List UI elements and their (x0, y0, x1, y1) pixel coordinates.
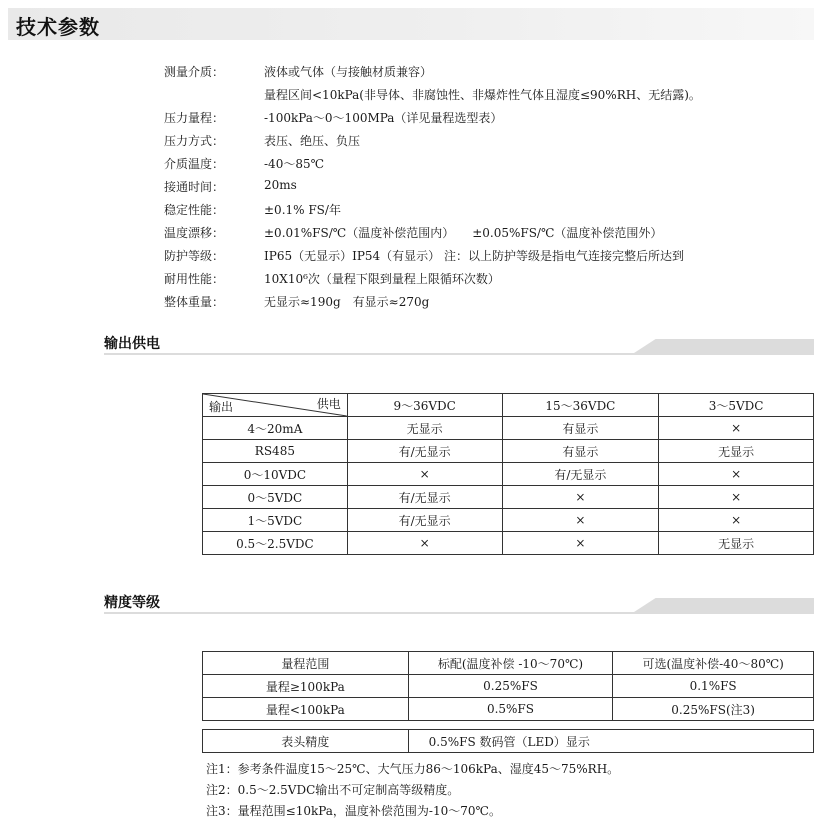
table-cell: × (659, 463, 814, 486)
spec-value: 量程区间<10kPa(非导体、非腐蚀性、非爆炸性气体且湿度≤90%RH、无结露)。 (264, 88, 701, 102)
row-header: 1～5VDC (203, 509, 348, 532)
spec-row (164, 63, 432, 85)
spec-row (164, 155, 324, 177)
table-cell: 0.5%FS (408, 698, 613, 721)
table-cell: 有/无显示 (347, 509, 502, 532)
section-title: 精度等级 (104, 595, 160, 611)
spec-row (164, 132, 360, 154)
table-cell: × (659, 417, 814, 440)
table-row (203, 509, 814, 532)
accuracy-table (202, 651, 814, 721)
column-header: 9～36VDC (347, 394, 502, 417)
table-row (203, 698, 814, 721)
row-header: RS485 (203, 440, 348, 463)
column-header: 标配(温度补偿 -10～70℃) (408, 652, 613, 675)
spec-row (164, 224, 662, 246)
table-cell: × (502, 509, 659, 532)
spec-value: 20ms (264, 178, 297, 192)
table-cell: × (347, 463, 502, 486)
table-cell: × (347, 532, 502, 555)
section-output (104, 333, 814, 353)
section-accuracy (104, 592, 814, 612)
spec-row (164, 293, 429, 315)
row-header: 量程<100kPa (203, 698, 409, 721)
table-cell: 有显示 (502, 417, 659, 440)
spec-label: 压力方式： (164, 134, 225, 148)
table-cell: 无显示 (659, 440, 814, 463)
table-cell: 0.25%FS(注3) (613, 698, 814, 721)
row-header: 0～5VDC (203, 486, 348, 509)
table-cell: 无显示 (659, 532, 814, 555)
table-cell: 无显示 (347, 417, 502, 440)
column-header: 3～5VDC (659, 394, 814, 417)
spec-label: 防护等级： (164, 249, 225, 263)
spec-label: 整体重量： (164, 295, 225, 309)
footnote: 注3：量程范围≤10kPa，温度补偿范围为-10～70℃。 (206, 804, 501, 818)
section-tab (634, 339, 814, 353)
table-cell: 0.5%FS 数码管（LED）显示 (408, 730, 813, 753)
spec-row (164, 178, 297, 200)
table-header-row (203, 394, 814, 417)
spec-value: 无显示≈190g 有显示≈270g (264, 295, 430, 309)
spec-value: 10X10⁶次（量程下限到量程上限循环次数） (264, 272, 500, 286)
table-row (203, 532, 814, 555)
table-cell: 有/无显示 (502, 463, 659, 486)
output-power-table (202, 393, 814, 555)
section-divider (104, 353, 814, 355)
footnote: 注2：0.5～2.5VDC输出不可定制高等级精度。 (206, 783, 460, 797)
corner-label-output: 输出 (209, 400, 234, 414)
row-header: 4～20mA (203, 417, 348, 440)
table-cell: 0.25%FS (408, 675, 613, 698)
spec-label: 耐用性能： (164, 272, 225, 286)
footnote: 注1：参考条件温度15～25℃、大气压力86～106kPa、湿度45～75%RH。 (206, 762, 620, 776)
spec-value: -40～85℃ (264, 157, 325, 171)
table-cell: 有显示 (502, 440, 659, 463)
column-header: 可选(温度补偿-40～80℃) (613, 652, 814, 675)
spec-row (164, 270, 500, 292)
spec-value: ±0.01%FS/℃（温度补偿范围内） ±0.05%FS/℃（温度补偿范围外） (264, 226, 663, 240)
table-cell: × (659, 509, 814, 532)
table-row (203, 417, 814, 440)
column-header: 15～36VDC (502, 394, 659, 417)
section-title: 输出供电 (104, 336, 160, 352)
gauge-accuracy-table (202, 729, 814, 753)
corner-label-supply: 供电 (316, 397, 341, 411)
spec-value: 液体或气体（与接触材质兼容） (264, 65, 433, 79)
table-cell: 有/无显示 (347, 486, 502, 509)
spec-label (164, 86, 264, 108)
row-header: 表头精度 (203, 730, 409, 753)
spec-label: 压力量程： (164, 111, 225, 125)
table-cell: 有/无显示 (347, 440, 502, 463)
table-corner-cell (203, 394, 348, 417)
table-row (203, 486, 814, 509)
spec-row (164, 201, 341, 223)
table-cell: × (502, 486, 659, 509)
spec-value: 表压、绝压、负压 (264, 134, 361, 148)
page-title: 技术参数 (16, 15, 100, 39)
spec-row (164, 247, 684, 269)
spec-row (164, 86, 701, 108)
row-header: 0.5～2.5VDC (203, 532, 348, 555)
spec-label: 稳定性能： (164, 203, 225, 217)
spec-label: 测量介质： (164, 65, 225, 79)
spec-value: ±0.1% FS/年 (264, 203, 341, 217)
spec-row (164, 109, 502, 131)
spec-value: IP65（无显示）IP54（有显示） 注：以上防护等级是指电气连接完整后所达到 (264, 249, 684, 263)
spec-label: 接通时间： (164, 180, 225, 194)
row-header: 0～10VDC (203, 463, 348, 486)
spec-value: -100kPa～0～100MPa（详见量程选型表） (264, 111, 503, 125)
table-header-row (203, 652, 814, 675)
table-row (203, 675, 814, 698)
column-header: 量程范围 (203, 652, 409, 675)
spec-label: 温度漂移： (164, 226, 225, 240)
table-cell: × (659, 486, 814, 509)
table-row (203, 730, 814, 753)
row-header: 量程≥100kPa (203, 675, 409, 698)
table-cell: × (502, 532, 659, 555)
section-tab (634, 598, 814, 612)
table-cell: 0.1%FS (613, 675, 814, 698)
table-row (203, 440, 814, 463)
spec-label: 介质温度： (164, 157, 225, 171)
table-row (203, 463, 814, 486)
section-divider (104, 612, 814, 614)
header-bar (8, 8, 814, 40)
